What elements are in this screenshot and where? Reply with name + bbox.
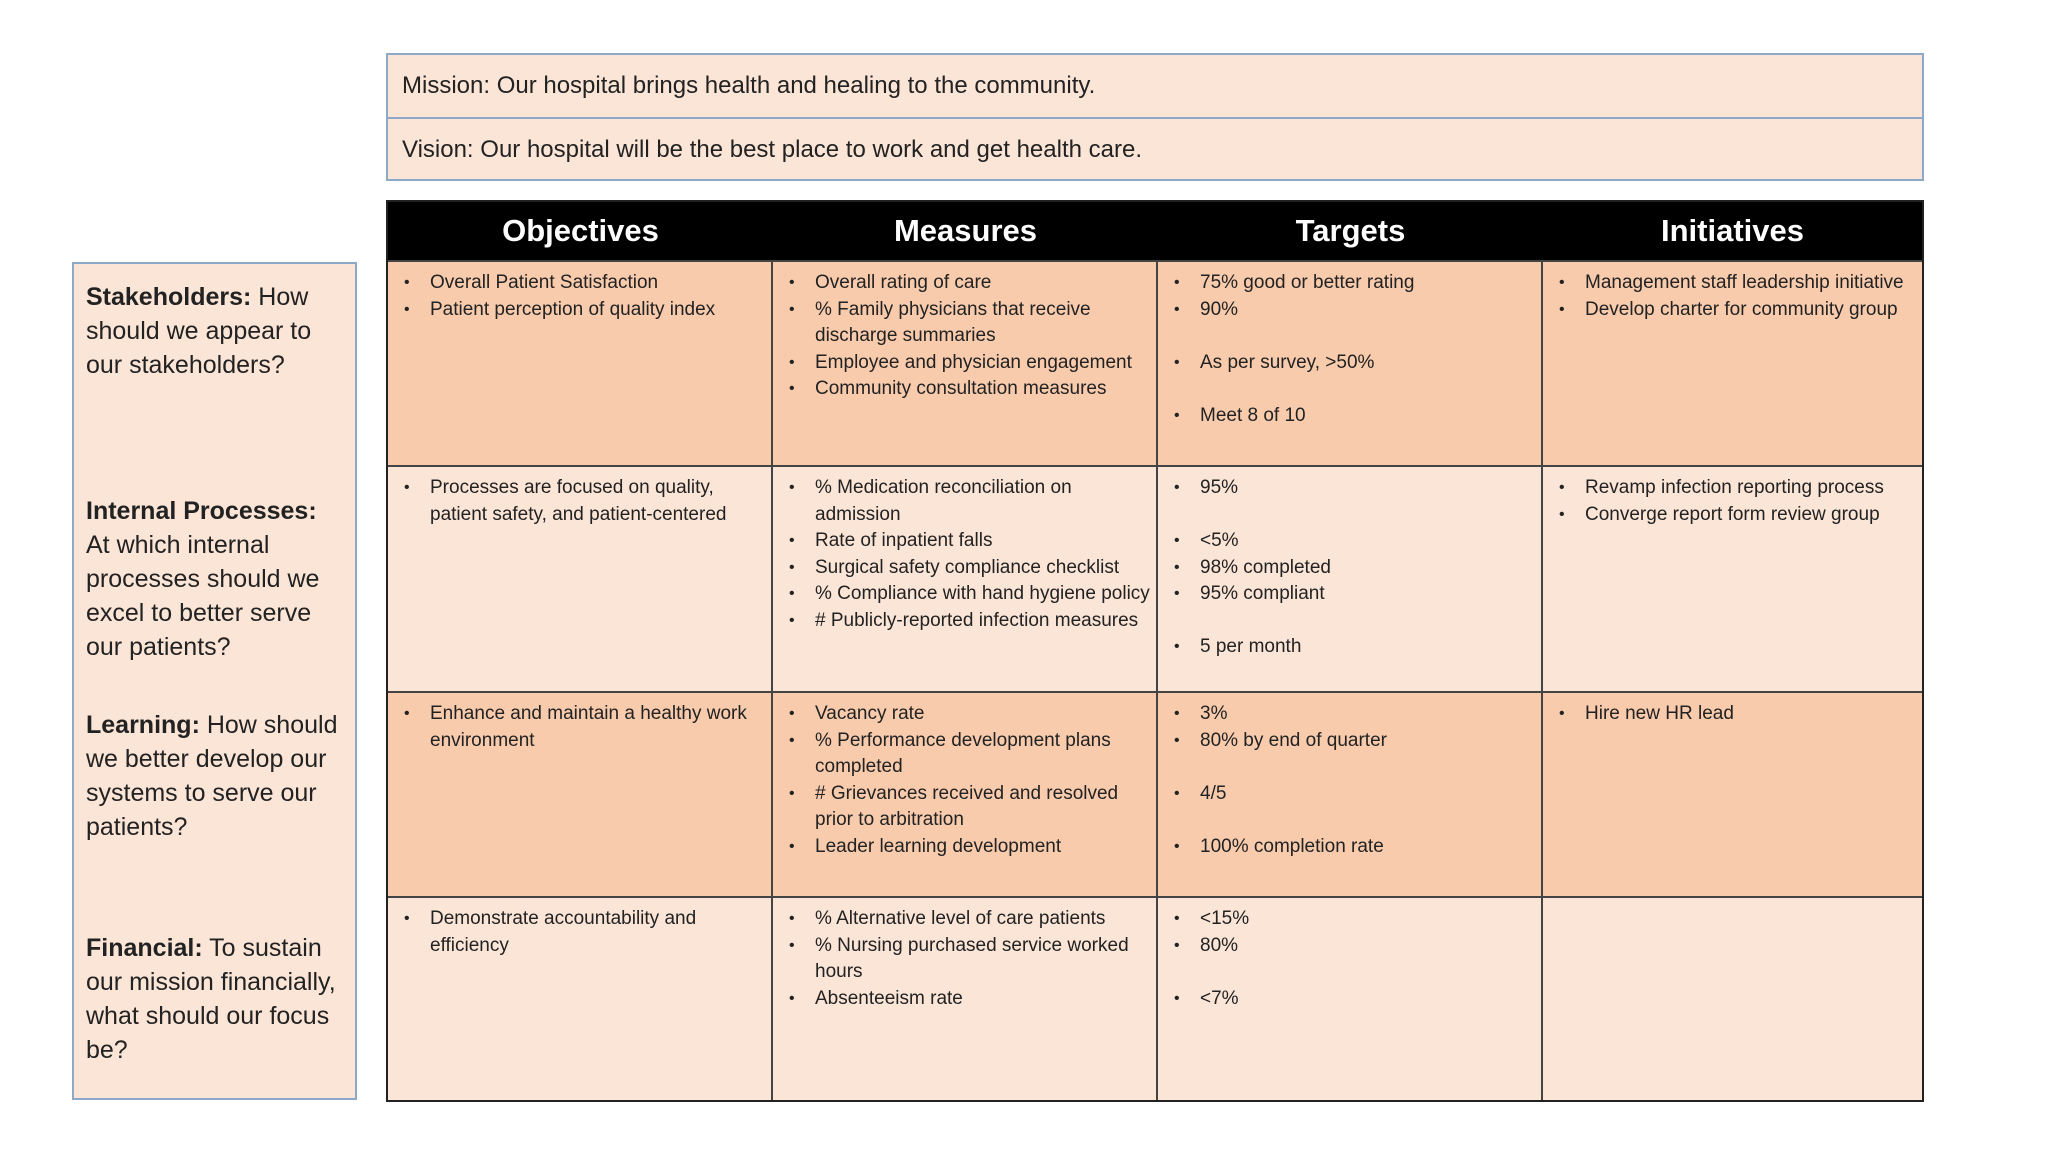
measures-list bbox=[783, 270, 1150, 403]
list-item: • # Grievances received and resolved prior to arbitration bbox=[783, 781, 1150, 834]
mission-statement: Mission: Our hospital brings health and healing to the community. bbox=[402, 72, 1096, 99]
list-item: • Leader learning development bbox=[783, 834, 1150, 861]
vision-statement: Vision: Our hospital will be the best place to work and get health care. bbox=[388, 117, 1922, 179]
list-item: • % Medication reconciliation on admission bbox=[783, 475, 1150, 528]
list-item: • 98% completed bbox=[1168, 555, 1535, 582]
initiatives-list bbox=[1553, 270, 1916, 323]
list-item: • <7% bbox=[1168, 986, 1535, 1013]
perspective-learning bbox=[86, 708, 344, 844]
list-item: • <5% bbox=[1168, 528, 1535, 555]
perspective-question: How should we appear to our stakeholders? bbox=[86, 283, 312, 379]
cell-targets bbox=[1158, 465, 1543, 691]
list-item: • Revamp infection reporting process bbox=[1553, 475, 1916, 502]
cell-measures bbox=[773, 896, 1158, 1100]
cell-measures bbox=[773, 691, 1158, 896]
perspectives-panel bbox=[72, 262, 357, 1100]
mission-vision-box bbox=[386, 53, 1924, 181]
targets-list bbox=[1168, 475, 1535, 661]
cell-targets bbox=[1158, 691, 1543, 896]
objectives-list bbox=[398, 701, 765, 754]
list-item: • Hire new HR lead bbox=[1553, 701, 1916, 728]
measures-list bbox=[783, 906, 1150, 1012]
list-item: • Absenteeism rate bbox=[783, 986, 1150, 1013]
perspective-question: To sustain our mission financially, what should our focus be? bbox=[86, 934, 336, 1064]
list-item: • 4/5 bbox=[1168, 781, 1535, 808]
list-item: • Overall Patient Satisfaction bbox=[398, 270, 765, 297]
perspective-label: Internal Processes: bbox=[86, 497, 317, 525]
list-item: • Surgical safety compliance checklist bbox=[783, 555, 1150, 582]
list-item: • % Compliance with hand hygiene policy bbox=[783, 581, 1150, 608]
column-header-objectives: Objectives bbox=[388, 202, 773, 260]
list-item: • Demonstrate accountability and efficiency bbox=[398, 906, 765, 959]
objectives-list bbox=[398, 906, 765, 959]
list-item: • 95% compliant bbox=[1168, 581, 1535, 608]
list-item: • 75% good or better rating bbox=[1168, 270, 1535, 297]
list-item: • % Performance development plans completed bbox=[783, 728, 1150, 781]
list-item: • % Family physicians that receive discharge summaries bbox=[783, 297, 1150, 350]
list-item: • % Alternative level of care patients bbox=[783, 906, 1150, 933]
perspective-label: Stakeholders: bbox=[86, 283, 252, 311]
cell-measures bbox=[773, 260, 1158, 465]
list-item: • # Publicly-reported infection measures bbox=[783, 608, 1150, 635]
list-item: • 95% bbox=[1168, 475, 1535, 502]
objectives-list bbox=[398, 270, 765, 323]
perspective-question: How should we better develop our systems to serve our patients? bbox=[86, 711, 338, 841]
objectives-list bbox=[398, 475, 765, 528]
list-item: • Vacancy rate bbox=[783, 701, 1150, 728]
list-item: • Management staff leadership initiative bbox=[1553, 270, 1916, 297]
cell-objectives bbox=[388, 896, 773, 1100]
measures-list bbox=[783, 701, 1150, 860]
list-item: • Rate of inpatient falls bbox=[783, 528, 1150, 555]
perspective-financial bbox=[86, 931, 344, 1067]
perspective-internal-processes bbox=[86, 494, 344, 664]
perspective-stakeholders bbox=[86, 280, 344, 382]
cell-objectives bbox=[388, 465, 773, 691]
targets-list bbox=[1168, 906, 1535, 1012]
list-item: • Community consultation measures bbox=[783, 376, 1150, 403]
cell-targets bbox=[1158, 260, 1543, 465]
list-item: • <15% bbox=[1168, 906, 1535, 933]
targets-list bbox=[1168, 270, 1535, 429]
list-item: • 5 per month bbox=[1168, 634, 1535, 661]
list-item: • 80% bbox=[1168, 933, 1535, 960]
perspective-label: Learning: bbox=[86, 711, 200, 739]
list-item: • 90% bbox=[1168, 297, 1535, 324]
column-header-initiatives: Initiatives bbox=[1543, 202, 1922, 260]
list-item: • Employee and physician engagement bbox=[783, 350, 1150, 377]
initiatives-list bbox=[1553, 475, 1916, 528]
perspective-label: Financial: bbox=[86, 934, 203, 962]
list-item: • 3% bbox=[1168, 701, 1535, 728]
cell-targets bbox=[1158, 896, 1543, 1100]
list-item: • 100% completion rate bbox=[1168, 834, 1535, 861]
list-item: • Meet 8 of 10 bbox=[1168, 403, 1535, 430]
column-header-measures: Measures bbox=[773, 202, 1158, 260]
list-item: • 80% by end of quarter bbox=[1168, 728, 1535, 755]
targets-list bbox=[1168, 701, 1535, 860]
list-item: • Processes are focused on quality, patient safety, and patient-centered bbox=[398, 475, 765, 528]
list-item: • Develop charter for community group bbox=[1553, 297, 1916, 324]
cell-initiatives bbox=[1543, 465, 1922, 691]
scorecard-table bbox=[386, 200, 1924, 1102]
cell-objectives bbox=[388, 260, 773, 465]
list-item: • Converge report form review group bbox=[1553, 502, 1916, 529]
list-item: • Patient perception of quality index bbox=[398, 297, 765, 324]
list-item: • Overall rating of care bbox=[783, 270, 1150, 297]
measures-list bbox=[783, 475, 1150, 634]
cell-initiatives bbox=[1543, 691, 1922, 896]
list-item: • As per survey, >50% bbox=[1168, 350, 1535, 377]
perspective-question: At which internal processes should we excel to better serve our patients? bbox=[86, 531, 320, 661]
cell-initiatives bbox=[1543, 260, 1922, 465]
column-header-targets: Targets bbox=[1158, 202, 1543, 260]
list-item: • Enhance and maintain a healthy work environment bbox=[398, 701, 765, 754]
initiatives-list bbox=[1553, 701, 1916, 728]
list-item: • % Nursing purchased service worked hours bbox=[783, 933, 1150, 986]
cell-initiatives bbox=[1543, 896, 1922, 1100]
cell-objectives bbox=[388, 691, 773, 896]
cell-measures bbox=[773, 465, 1158, 691]
